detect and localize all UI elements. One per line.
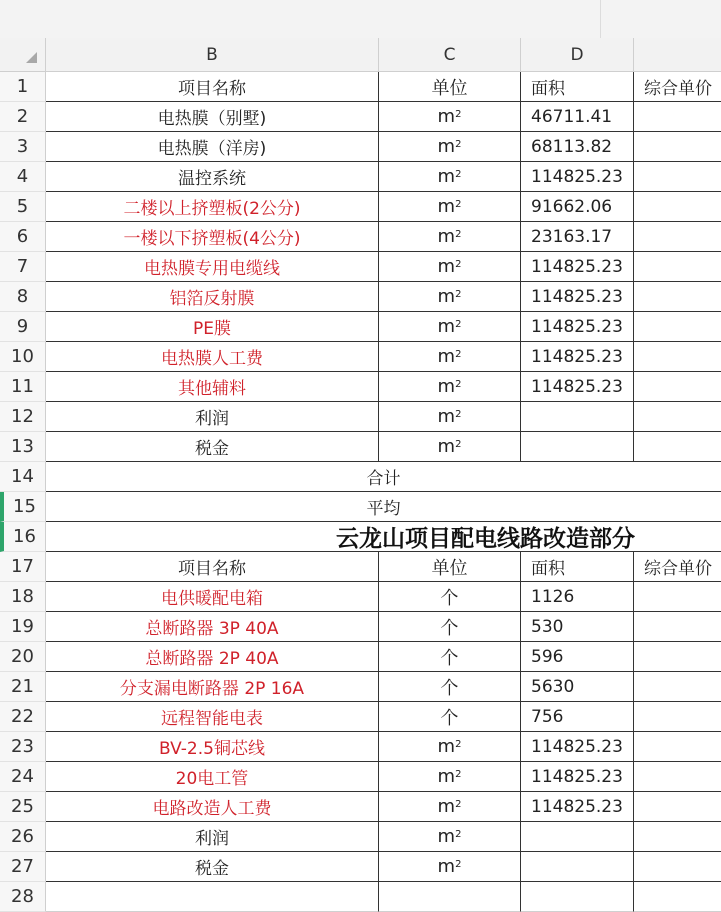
sheet-row	[0, 282, 721, 312]
sheet-row	[0, 732, 721, 762]
unit-text: m	[437, 856, 456, 877]
cell-c[interactable]	[379, 852, 521, 882]
cell-e[interactable]	[634, 432, 721, 462]
sheet-row	[0, 552, 721, 582]
column-header-e[interactable]	[634, 38, 721, 72]
cell-e[interactable]	[634, 372, 721, 402]
cell-d[interactable]: 68113.82	[521, 132, 634, 162]
row-number[interactable]: 1	[0, 72, 46, 102]
row-number[interactable]: 16	[0, 522, 46, 552]
unit-text: m	[437, 736, 456, 757]
row-number[interactable]: 19	[0, 612, 46, 642]
row-number[interactable]: 9	[0, 312, 46, 342]
unit-superscript: 2	[455, 859, 462, 870]
cell-d[interactable]: 114825.23	[521, 342, 634, 372]
cell-b[interactable]: 其他辅料	[46, 372, 379, 402]
row-number[interactable]: 18	[0, 582, 46, 612]
unit-superscript: 2	[455, 139, 462, 150]
cell-d[interactable]: 面积	[521, 72, 634, 102]
cell-e[interactable]	[634, 282, 721, 312]
cell-d[interactable]: 114825.23	[521, 312, 634, 342]
sheet-row	[0, 132, 721, 162]
unit-superscript: 2	[455, 289, 462, 300]
cell-b[interactable]: 电热膜（别墅)	[46, 102, 379, 132]
cell-b[interactable]: 电热膜人工费	[46, 342, 379, 372]
cell-d[interactable]: 23163.17	[521, 222, 634, 252]
row-number[interactable]: 20	[0, 642, 46, 672]
section-title-cell[interactable]: 云龙山项目配电线路改造部分	[46, 522, 721, 552]
unit-text: m	[437, 316, 456, 337]
cell-e[interactable]	[634, 342, 721, 372]
unit-text: m	[437, 796, 456, 817]
cell-d[interactable]: 面积	[521, 552, 634, 582]
sheet-row	[0, 522, 721, 552]
row-number[interactable]: 28	[0, 882, 46, 912]
cell-c[interactable]	[379, 732, 521, 762]
unit-text: m	[437, 286, 456, 307]
cell-e[interactable]	[634, 702, 721, 732]
sheet-row	[0, 852, 721, 882]
unit-superscript: 2	[455, 259, 462, 270]
row-number[interactable]: 3	[0, 132, 46, 162]
unit-text: m	[437, 376, 456, 397]
cell-d[interactable]: 114825.23	[521, 282, 634, 312]
top-toolbar	[0, 0, 721, 38]
sheet-row	[0, 162, 721, 192]
cell-e[interactable]	[634, 312, 721, 342]
row-number[interactable]: 7	[0, 252, 46, 282]
row-number[interactable]: 23	[0, 732, 46, 762]
cell-e[interactable]	[634, 192, 721, 222]
unit-text: m	[437, 826, 456, 847]
cell-c[interactable]	[379, 312, 521, 342]
unit-text: m	[437, 226, 456, 247]
cell-d[interactable]: 5630	[521, 672, 634, 702]
cell-b[interactable]: PE膜	[46, 312, 379, 342]
cell-e[interactable]	[634, 852, 721, 882]
cell-c[interactable]: 个	[379, 612, 521, 642]
cell-b[interactable]: 20电工管	[46, 762, 379, 792]
unit-text: m	[437, 766, 456, 787]
cell-c[interactable]	[379, 132, 521, 162]
cell-b[interactable]: BV-2.5铜芯线	[46, 732, 379, 762]
cell-b[interactable]: 电供暖配电箱	[46, 582, 379, 612]
column-header-b[interactable]: B	[46, 38, 379, 72]
cell-d[interactable]	[521, 402, 634, 432]
cell-e[interactable]: 综合单价	[634, 72, 721, 102]
cell-c[interactable]	[379, 792, 521, 822]
cell-c[interactable]: 个	[379, 642, 521, 672]
cell-c[interactable]	[379, 162, 521, 192]
cell-d[interactable]: 114825.23	[521, 732, 634, 762]
unit-superscript: 2	[455, 439, 462, 450]
cell-b[interactable]: 总断路器 2P 40A	[46, 642, 379, 672]
sheet-row	[0, 312, 721, 342]
cell-b[interactable]: 电路改造人工费	[46, 792, 379, 822]
row-number[interactable]: 13	[0, 432, 46, 462]
row-number[interactable]: 15	[0, 492, 46, 522]
cell-d[interactable]: 91662.06	[521, 192, 634, 222]
toolbar-tab[interactable]	[200, 0, 401, 38]
row-number[interactable]: 17	[0, 552, 46, 582]
cell-c[interactable]: 单位	[379, 72, 521, 102]
unit-superscript: 2	[455, 379, 462, 390]
cell-e[interactable]	[634, 672, 721, 702]
row-number[interactable]: 27	[0, 852, 46, 882]
row-number[interactable]: 25	[0, 792, 46, 822]
sheet-row	[0, 822, 721, 852]
cell-c[interactable]: 个	[379, 702, 521, 732]
cell-c[interactable]: 个	[379, 672, 521, 702]
unit-superscript: 2	[455, 229, 462, 240]
cell-b[interactable]: 电热膜（洋房)	[46, 132, 379, 162]
row-number[interactable]: 22	[0, 702, 46, 732]
cell-b[interactable]: 远程智能电表	[46, 702, 379, 732]
cell-e[interactable]	[634, 582, 721, 612]
row-number[interactable]: 26	[0, 822, 46, 852]
sheet-row	[0, 342, 721, 372]
toolbar-tab[interactable]	[0, 0, 201, 38]
cell-c[interactable]	[379, 222, 521, 252]
cell-e[interactable]	[634, 222, 721, 252]
sheet-row	[0, 252, 721, 282]
row-number[interactable]: 10	[0, 342, 46, 372]
cell-d[interactable]: 530	[521, 612, 634, 642]
unit-superscript: 2	[455, 829, 462, 840]
cell-c[interactable]	[379, 282, 521, 312]
cell-b[interactable]: 温控系统	[46, 162, 379, 192]
sheet-row	[0, 462, 721, 492]
cell-d[interactable]: 114825.23	[521, 372, 634, 402]
cell-c[interactable]	[379, 252, 521, 282]
cell-e[interactable]	[634, 252, 721, 282]
row-number[interactable]: 4	[0, 162, 46, 192]
unit-superscript: 2	[455, 109, 462, 120]
cell-e[interactable]	[634, 402, 721, 432]
sheet-row	[0, 402, 721, 432]
unit-text: m	[437, 136, 456, 157]
cell-d[interactable]	[521, 432, 634, 462]
unit-superscript: 2	[455, 319, 462, 330]
sheet-row	[0, 192, 721, 222]
unit-text: m	[437, 346, 456, 367]
select-all-corner[interactable]	[0, 38, 46, 72]
cell-b[interactable]: 税金	[46, 432, 379, 462]
unit-superscript: 2	[455, 349, 462, 360]
unit-text: m	[437, 256, 456, 277]
cell-d[interactable]	[521, 822, 634, 852]
sheet-row	[0, 432, 721, 462]
sheet-row	[0, 372, 721, 402]
cell-e[interactable]	[634, 162, 721, 192]
cell-c[interactable]	[379, 432, 521, 462]
spreadsheet-grid	[0, 38, 721, 908]
cell-d[interactable]: 596	[521, 642, 634, 672]
cell-d[interactable]: 114825.23	[521, 162, 634, 192]
select-all-icon	[26, 52, 37, 63]
cell-e[interactable]	[634, 612, 721, 642]
row-number[interactable]: 11	[0, 372, 46, 402]
cell-e[interactable]	[634, 102, 721, 132]
column-header-c[interactable]: C	[379, 38, 521, 72]
cell-c[interactable]	[379, 102, 521, 132]
cell-d[interactable]	[521, 852, 634, 882]
unit-text: m	[437, 166, 456, 187]
cell-b[interactable]: 铝箔反射膜	[46, 282, 379, 312]
cell-d[interactable]: 756	[521, 702, 634, 732]
cell-d[interactable]: 114825.23	[521, 792, 634, 822]
sheet-row	[0, 702, 721, 732]
cell-e[interactable]: 综合单价	[634, 552, 721, 582]
cell-b[interactable]: 总断路器 3P 40A	[46, 612, 379, 642]
unit-superscript: 2	[455, 799, 462, 810]
cell-e[interactable]	[634, 762, 721, 792]
merged-cell[interactable]: 平均	[46, 492, 721, 522]
sheet-row	[0, 612, 721, 642]
cell-d[interactable]: 114825.23	[521, 252, 634, 282]
row-number[interactable]: 8	[0, 282, 46, 312]
cell-b[interactable]: 二楼以上挤塑板(2公分)	[46, 192, 379, 222]
unit-superscript: 2	[455, 769, 462, 780]
row-number[interactable]: 24	[0, 762, 46, 792]
sheet-row	[0, 222, 721, 252]
cell-c[interactable]	[379, 402, 521, 432]
unit-superscript: 2	[455, 169, 462, 180]
cell-e[interactable]	[634, 822, 721, 852]
cell-b[interactable]: 电热膜专用电缆线	[46, 252, 379, 282]
sheet-row	[0, 672, 721, 702]
cell-b[interactable]: 利润	[46, 822, 379, 852]
sheet-row	[0, 642, 721, 672]
cell-c[interactable]: 个	[379, 582, 521, 612]
sheet-row	[0, 792, 721, 822]
cell-e[interactable]	[634, 132, 721, 162]
cell-c[interactable]	[379, 372, 521, 402]
cell-b[interactable]: 利润	[46, 402, 379, 432]
sheet-row	[0, 72, 721, 102]
cell-b[interactable]: 税金	[46, 852, 379, 882]
cell-b[interactable]: 项目名称	[46, 72, 379, 102]
row-number[interactable]: 12	[0, 402, 46, 432]
cell-b[interactable]: 一楼以下挤塑板(4公分)	[46, 222, 379, 252]
unit-text: m	[437, 196, 456, 217]
cell-d[interactable]: 114825.23	[521, 762, 634, 792]
cell-e[interactable]	[634, 642, 721, 672]
cell-d[interactable]: 1126	[521, 582, 634, 612]
unit-text: m	[437, 406, 456, 427]
column-header-d[interactable]: D	[521, 38, 634, 72]
sheet-row	[0, 102, 721, 132]
row-number[interactable]: 2	[0, 102, 46, 132]
cell-d[interactable]: 46711.41	[521, 102, 634, 132]
row-number[interactable]: 5	[0, 192, 46, 222]
sheet-row	[0, 582, 721, 612]
row-number[interactable]: 14	[0, 462, 46, 492]
merged-cell[interactable]: 合计	[46, 462, 721, 492]
cell-c[interactable]	[379, 342, 521, 372]
unit-superscript: 2	[455, 409, 462, 420]
unit-superscript: 2	[455, 199, 462, 210]
sheet-row	[0, 762, 721, 792]
cell-c[interactable]	[379, 822, 521, 852]
toolbar-tab[interactable]	[400, 0, 601, 38]
unit-superscript: 2	[455, 739, 462, 750]
cell-c[interactable]	[379, 762, 521, 792]
cell-c[interactable]: 单位	[379, 552, 521, 582]
cell-b[interactable]: 分支漏电断路器 2P 16A	[46, 672, 379, 702]
cell-c[interactable]	[379, 192, 521, 222]
sheet-row	[0, 492, 721, 522]
row-number[interactable]: 6	[0, 222, 46, 252]
row-number[interactable]: 21	[0, 672, 46, 702]
cell-e[interactable]	[634, 792, 721, 822]
unit-text: m	[437, 106, 456, 127]
cell-b[interactable]: 项目名称	[46, 552, 379, 582]
cell-e[interactable]	[634, 732, 721, 762]
unit-text: m	[437, 436, 456, 457]
